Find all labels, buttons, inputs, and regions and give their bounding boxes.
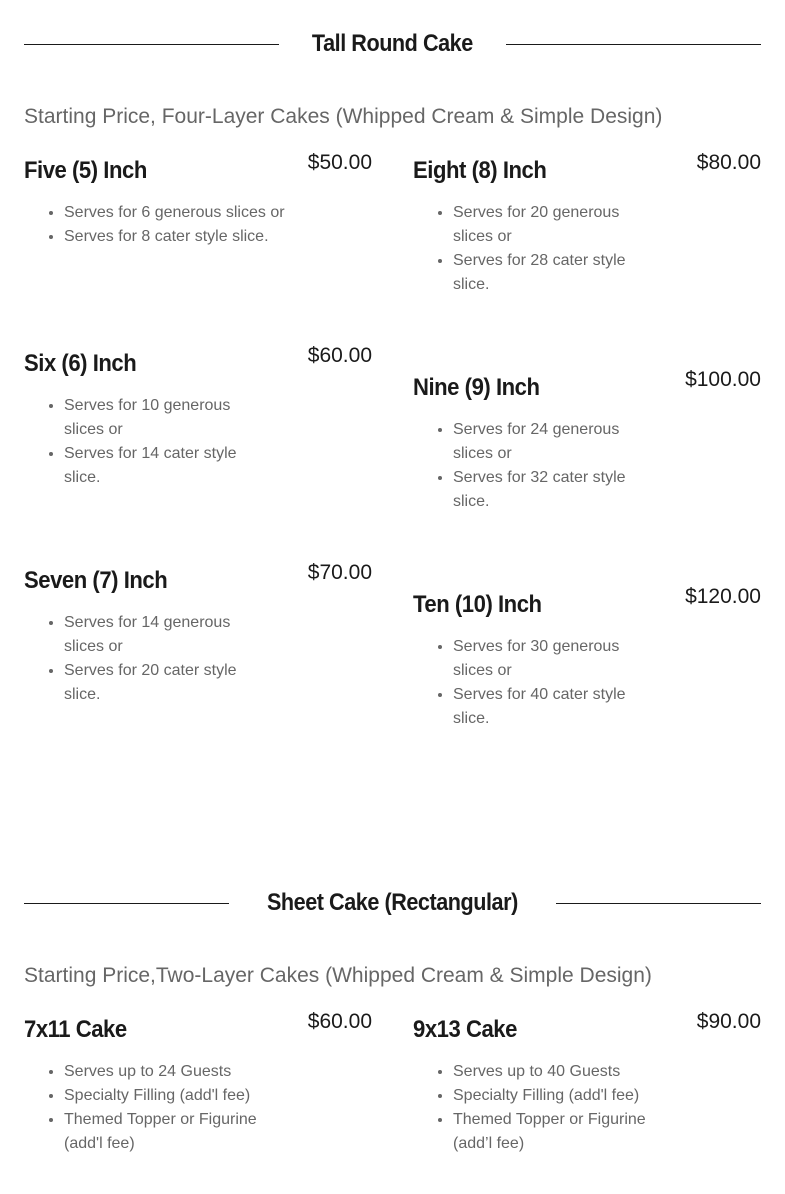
item-details [413,418,663,514]
divider-line [24,44,279,45]
list-item: • Serves for 14 generous slices or [64,611,274,659]
section-header-sheet-cake [24,889,761,917]
item-name: Six (6) Inch [24,350,137,377]
item-name: Ten (10) Inch [413,591,542,618]
list-item: • Serves for 10 generous slices or [64,394,274,442]
item-price: $70.00 [307,561,372,584]
item-price: $90.00 [696,1010,761,1033]
list-item: • Serves for 32 cater style slice. [453,466,663,514]
list-item: • Serves for 20 generous slices or [453,201,663,249]
item-price: $60.00 [307,1010,372,1033]
list-item: • Serves for 14 cater style slice. [64,442,274,490]
list-item: • Serves for 30 generous slices or [453,635,663,683]
item-name: 7x11 Cake [24,1016,127,1043]
list-item: • Serves for 24 generous slices or [453,418,663,466]
item-details [413,1060,683,1156]
item-name: Nine (9) Inch [413,374,540,401]
list-item: • Serves for 6 generous slices or [64,201,294,225]
divider-line [556,903,761,904]
section-header-tall-round [24,30,761,58]
divider-line [506,44,761,45]
list-item: • Specialty Filling (add'l fee) [64,1084,294,1108]
list-item: • Serves for 8 cater style slice. [64,225,294,249]
list-item: • Themed Topper or Figurine (add'l fee) [64,1108,294,1156]
section-subtitle: Starting Price, Four-Layer Cakes (Whipped Cream & Simple Design) [24,105,663,128]
item-name: 9x13 Cake [413,1016,517,1043]
item-name: Eight (8) Inch [413,157,547,184]
list-item: • Serves for 40 cater style slice. [453,683,663,731]
section-title: Sheet Cake (Rectangular) [267,889,518,916]
item-details [413,201,663,297]
item-name: Seven (7) Inch [24,567,168,594]
item-price: $60.00 [307,344,372,367]
list-item: • Serves for 28 cater style slice. [453,249,663,297]
item-price: $120.00 [685,585,761,608]
item-price: $100.00 [685,368,761,391]
list-item: • Serves up to 24 Guests [64,1060,294,1084]
section-title: Tall Round Cake [312,30,473,57]
list-item: • Specialty Filling (add'l fee) [453,1084,683,1108]
divider-line [24,903,229,904]
item-name: Five (5) Inch [24,157,147,184]
list-item: • Serves for 20 cater style slice. [64,659,274,707]
item-details [24,394,274,490]
item-details [24,611,274,707]
item-details [413,635,663,731]
list-item: • Serves up to 40 Guests [453,1060,683,1084]
item-details [24,1060,294,1156]
item-price: $80.00 [696,151,761,174]
section-subtitle: Starting Price,Two-Layer Cakes (Whipped Cream & Simple Design) [24,964,652,987]
item-details [24,201,294,249]
list-item: • Themed Topper or Figurine (add’l fee) [453,1108,683,1156]
item-price: $50.00 [307,151,372,174]
